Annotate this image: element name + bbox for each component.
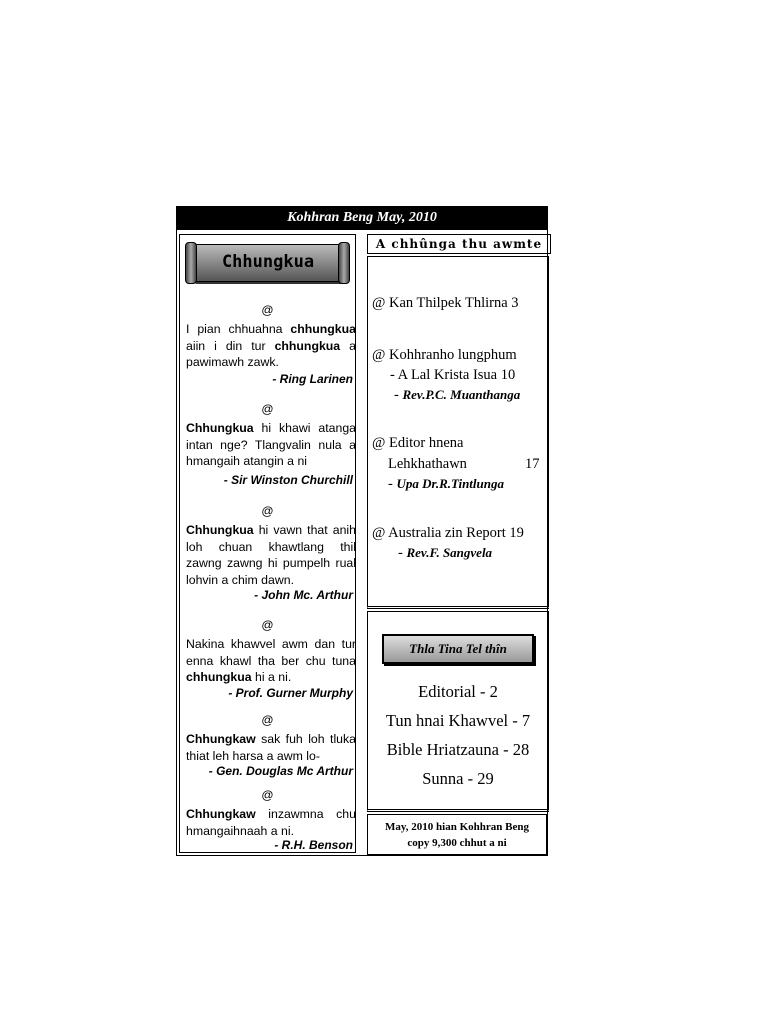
contents-box (367, 256, 549, 609)
banner-label: Chhungkua (221, 252, 315, 272)
monthly-tag: Thla Tina Tel thîn (382, 634, 534, 664)
contents-item: @ Kohhranho lungphum (372, 347, 517, 363)
contents-item: - A Lal Krista Isua 10 (390, 367, 516, 383)
quote-6-author: - R.H. Benson (274, 838, 353, 852)
contents-item: @ Australia zin Report 19 (372, 525, 524, 541)
quote-marker: @ (261, 402, 274, 416)
section-item: Tun hnai Khawvel - 7 (385, 711, 531, 730)
contents-author: - Rev.P.C. Muanthanga (394, 387, 521, 403)
page-number: 17 (525, 456, 540, 472)
contents-item: @ Editor hnena (372, 435, 464, 451)
chhungkua-banner (185, 242, 350, 282)
quote-marker: @ (261, 618, 274, 632)
print-run-line-1: May, 2010 hian Kohhran Beng (385, 821, 529, 833)
contents-item: @ Kan Thilpek Thlirna 3 (372, 295, 519, 311)
quote-marker: @ (261, 713, 274, 727)
quote-3-text: Chhungkua hi vawn that anih loh chuan khawtlang thil zawng zawng hi pumpelh rual lohvin a chim dawn. (186, 523, 356, 587)
quotes-column (179, 234, 356, 853)
header-bar: Kohhran Beng May, 2010 (176, 206, 548, 230)
quote-4-text: Nakina khawvel awm dan tur enna khawl tha ber chu tuna chhungkua hi a ni. (186, 637, 356, 684)
contents-column (367, 234, 547, 851)
quote-6-text: Chhungkaw inzawmna chu hmangaihnaah a ni. (186, 807, 356, 838)
section-item: Sunna - 29 (422, 769, 494, 788)
sections-box (367, 611, 549, 812)
contents-author: - Rev.F. Sangvela (398, 545, 493, 561)
quote-1-author: - Ring Larinen (272, 372, 353, 386)
quote-5-author: - Gen. Douglas Mc Arthur (208, 764, 353, 778)
quote-1-text: I pian chhuahna chhungkua aiin i din tur chhungkua a pawimawh zawk. (186, 322, 356, 369)
quote-marker: @ (261, 788, 274, 802)
print-run-box (367, 814, 547, 855)
quote-2-author: - Sir Winston Churchill (223, 473, 353, 487)
quote-3-author: - John Mc. Arthur (254, 588, 353, 602)
contents-item: Lehkhathawn (388, 456, 467, 472)
quote-marker: @ (261, 504, 274, 518)
quote-5-text: Chhungkaw sak fuh loh tluka thiat leh harsa a awm lo- (186, 732, 356, 763)
quote-2-text: Chhungkua hi khawi atanga intan nge? Tlangvalin nula a hmangaih atangin a ni (186, 421, 356, 468)
contents-author: - Upa Dr.R.Tintlunga (388, 476, 504, 492)
print-run-line-2: copy 9,300 chhut a ni (407, 837, 507, 849)
quote-4-author: - Prof. Gurner Murphy (228, 686, 353, 700)
quote-marker: @ (261, 303, 274, 317)
page-frame (176, 230, 548, 856)
section-item: Editorial - 2 (418, 682, 498, 701)
magazine-page (176, 206, 548, 857)
section-item: Bible Hriatzauna - 28 (386, 740, 530, 759)
contents-heading: A chhûnga thu awmte (367, 234, 551, 254)
